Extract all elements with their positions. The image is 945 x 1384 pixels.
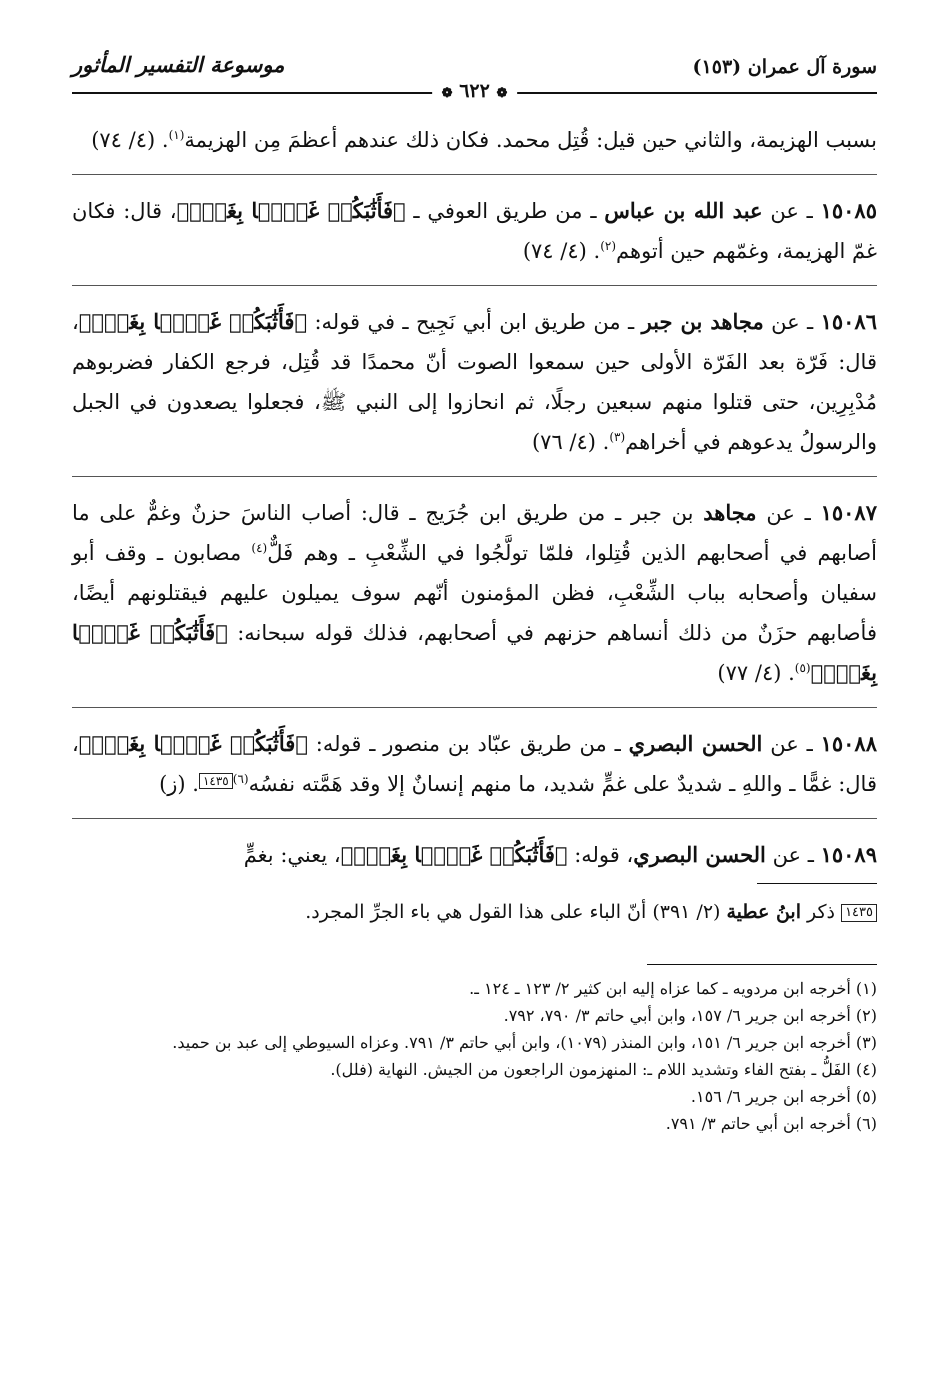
footnote-2: (٢) أخرجه ابن جرير ٦/ ١٥٧، وابن أبي حاتم ٣/ ٧٩٠، ٧٩٢. xyxy=(503,1006,877,1025)
book-title: موسوعة التفسير المأثور xyxy=(72,52,285,77)
text-fragment: ـ عن xyxy=(765,843,821,867)
text-fragment: ـ من طريق العوفي ـ xyxy=(405,199,605,223)
text-fragment: ـ من طريق ابن أبي نَجِيح ـ في قوله: xyxy=(307,310,642,334)
footnote-marker: (٣) xyxy=(609,430,626,444)
quran-quote: ﴿فَأَثَٰبَكُمۡ غَمَّۢا بِغَمّٖ﴾ xyxy=(176,198,406,223)
footnote-5: (٥) أخرجه ابن جرير ٦/ ١٥٦. xyxy=(690,1087,877,1106)
commentary-box-marker: ١٤٣٥ xyxy=(199,773,233,789)
narrator-name: الحسن البصري xyxy=(633,842,766,867)
text-fragment: ، قوله: xyxy=(567,843,634,867)
divider xyxy=(72,707,877,708)
divider xyxy=(72,285,877,286)
punct: . xyxy=(155,128,169,152)
narration-number: ١٥٠٨٦ xyxy=(820,309,877,334)
body-text xyxy=(72,120,877,875)
running-head xyxy=(72,40,877,102)
paragraph-text: بسبب الهزيمة، والثاني حين قيل: قُتِل محمد. فكان ذلك عندهم أعظمَ مِن الهزيمة xyxy=(184,128,877,152)
paragraph-text: ، قال: فَرّة بعد الفَرّة الأولى حين سمعوا الصوت أنّ محمدًا قد قُتِل، فرجع الكفار فضربوهم مُدْبِرِين، حتى قتلوا منهم سبعين رجلًا، ثم انحازوا إلى النبي ﷺ، فجعلوا يصعدون في الجبل والرسولُ يدعوهم في أخراهم xyxy=(72,310,877,454)
divider xyxy=(72,476,877,477)
paragraph-text: ، يعني: بغمٍّ xyxy=(243,843,341,867)
footnotes xyxy=(72,975,877,1137)
footnote-marker: (٢) xyxy=(600,239,617,253)
narrator-name: مجاهد بن جبر xyxy=(641,309,764,334)
scholar-name: ابنُ عطية xyxy=(726,901,801,923)
narration-number: ١٥٠٨٧ xyxy=(820,500,877,525)
text-fragment: ـ عن xyxy=(762,732,821,756)
narration-number: ١٥٠٨٩ xyxy=(820,842,877,867)
page-number-text: ٦٢٢ xyxy=(459,80,490,102)
narration-15086 xyxy=(72,302,877,462)
page-number xyxy=(432,80,518,102)
volume-ref: (٤/ ٧٧) xyxy=(717,661,782,685)
text-fragment: ـ عن xyxy=(756,501,821,525)
paragraph-text: ، قال: فكان غمّ الهزيمة، وغمّهم حين أتوهم xyxy=(72,199,877,263)
paragraph-continuation xyxy=(72,120,877,160)
ornament-icon: ❁ xyxy=(496,86,508,101)
divider xyxy=(72,818,877,819)
footnote-marker: (٥) xyxy=(794,661,811,675)
narration-15089 xyxy=(72,835,877,875)
surah-header: سورة آل عمران (١٥٣) xyxy=(692,56,877,78)
quran-quote: ﴿فَأَثَٰبَكُمۡ غَمَّۢا بِغَمّٖ﴾ xyxy=(340,842,568,867)
commentary-rule xyxy=(757,883,877,884)
narration-15088 xyxy=(72,724,877,804)
quran-quote: ﴿فَأَثَٰبَكُمۡ غَمَّۢا بِغَمّٖ﴾ xyxy=(72,620,877,685)
text-fragment: ـ من طريق عبّاد بن منصور ـ قوله: xyxy=(307,732,629,756)
narrator-name: عبد الله بن عباس xyxy=(604,198,763,223)
commentary-note xyxy=(72,896,877,928)
punct: . xyxy=(781,661,795,685)
volume-ref: (٤/ ٧٦) xyxy=(531,430,596,454)
paragraph-text: ، قال: غمًّا ـ واللهِ ـ شديدٌ على غمٍّ شديد، ما منهم إنسانٌ إلا وقد هَمَّته نفسُه xyxy=(72,732,877,796)
narration-15087 xyxy=(72,493,877,693)
narration-number: ١٥٠٨٥ xyxy=(820,198,877,223)
footnote-6: (٦) أخرجه ابن أبي حاتم ٣/ ٧٩١. xyxy=(665,1114,877,1133)
document-page xyxy=(72,40,877,1137)
footnote-1: (١) أخرجه ابن مردويه ـ كما عزاه إليه ابن كثير ٢/ ١٢٣ ـ ١٢٤ ـ. xyxy=(469,979,877,998)
quran-quote: ﴿فَأَثَٰبَكُمۡ غَمَّۢا بِغَمّٖ﴾ xyxy=(78,731,308,756)
quran-quote: ﴿فَأَثَٰبَكُمۡ غَمَّۢا بِغَمّٖ﴾ xyxy=(78,309,308,334)
footnote-marker: (٤) xyxy=(251,541,268,555)
paragraph-text: مصابون ـ وقف أبو سفيان وأصحابه بباب الشِّعْبِ، فظن المؤمنون أنّهم سوف يميلون عليهم فيقتلونهم أيضًا، فأصابهم حزَنٌ من ذلك أنساهم حزنهم في أصحابهم، فذلك قوله سبحانه: xyxy=(72,541,877,645)
commentary-text: (٢/ ٣٩١) أنّ الباء على هذا القول هي باء الجرِّ المجرد. xyxy=(305,901,727,923)
text-fragment: ـ عن xyxy=(762,199,821,223)
punct: . xyxy=(595,430,610,454)
volume-ref: (ز) xyxy=(159,772,186,796)
volume-ref: (٤/ ٧٤) xyxy=(522,239,587,263)
narration-15085 xyxy=(72,191,877,271)
text-fragment: بن جبر ـ من طريق ابن جُرَيج ـ قال: أصاب الناسَ حزنٌ وغمٌّ على ما أصابهم في أصحابهم الذين قُتِلوا، فلمّا تولَّجُوا في الشِّعْبِ ـ وهم فَلٌّ xyxy=(72,501,878,565)
narrator-name: مجاهد xyxy=(703,500,757,525)
ornament-icon: ❁ xyxy=(441,86,453,101)
punct: . xyxy=(185,772,199,796)
footnote-marker: (٦) xyxy=(232,772,249,786)
footnote-4: (٤) الفَلُّ ـ بفتح الفاء وتشديد اللام ـ: المنهزمون الراجعون من الجيش. النهاية (فلل). xyxy=(330,1060,877,1079)
footnotes-rule xyxy=(647,964,877,965)
divider xyxy=(72,174,877,175)
narrator-name: الحسن البصري xyxy=(628,731,763,756)
footnote-3: (٣) أخرجه ابن جرير ٦/ ١٥١، وابن المنذر (١٠٧٩)، وابن أبي حاتم ٣/ ٧٩١. وعزاه السيوطي إلى عبد بن حميد. xyxy=(172,1033,877,1052)
text-fragment: ـ عن xyxy=(763,310,821,334)
narration-number: ١٥٠٨٨ xyxy=(820,731,877,756)
text-fragment: ذكر xyxy=(800,901,842,923)
footnote-marker: (١) xyxy=(168,128,185,142)
commentary-box-number: ١٤٣٥ xyxy=(841,904,877,922)
volume-ref: (٤/ ٧٤) xyxy=(91,128,156,152)
punct: . xyxy=(586,239,601,263)
